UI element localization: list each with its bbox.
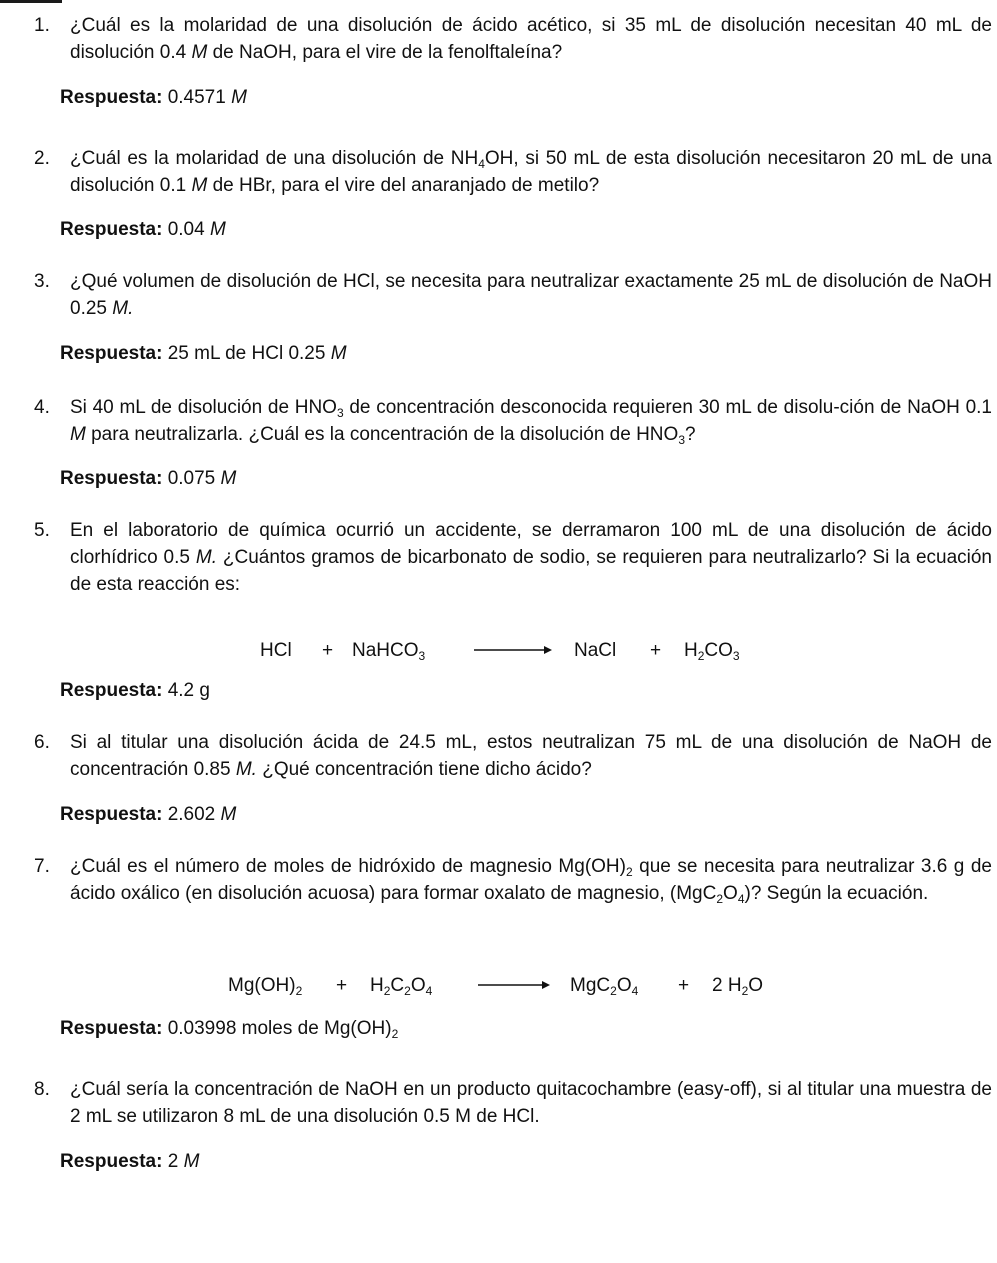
question-2	[34, 145, 992, 199]
question-number: 5.	[34, 520, 50, 541]
question-text: En el laboratorio de química ocurrió un accidente, se derramaron 100 mL de una disolución de ácido clorhídrico 0.5 M. ¿Cuántos gramos de bicarbonato de sodio, se requieren para neutralizarlo? Si la ecuación de esta reacción es:	[70, 520, 992, 595]
question-text: ¿Cuál es el número de moles de hidróxido de magnesio $Mg(OH)_2$ que se necesita para neutralizar 3.6 g de ácido oxálico (en disolución acuosa) para formar oxalato de magnesio, $(MgC_2O_4)$? Según la ecuación.	[70, 856, 992, 906]
question-text: ¿Cuál es la molaridad de una disolución de $NH_4OH$, si 50 mL de esta disolución necesitaron 20 mL de una disolución 0.1 M de HBr, para el vire del anaranjado de metilo?	[70, 148, 992, 196]
question-number: 8.	[34, 1079, 50, 1100]
reaction-arrow-icon	[474, 644, 574, 656]
answer-2: Respuesta: 0.04 M	[60, 219, 226, 240]
question-number: 3.	[34, 271, 50, 292]
question-3	[34, 268, 992, 322]
question-number: 4.	[34, 397, 50, 418]
question-7	[34, 853, 992, 907]
answer-7: Respuesta: 0.03998 moles de $Mg(OH)_2$	[60, 1018, 399, 1041]
question-4	[34, 394, 992, 448]
top-rule	[0, 0, 62, 3]
answer-6: Respuesta: 2.602 M	[60, 804, 237, 825]
equation-5: HCl + NaHCO$_3$ NaCl + $H_2CO_3$	[260, 640, 740, 663]
question-1	[34, 12, 992, 66]
answer-5: Respuesta: 4.2 g	[60, 680, 210, 701]
question-text: Si al titular una disolución ácida de 24.5 mL, estos neutralizan 75 mL de una disolución de NaOH de concentración 0.85 M. ¿Qué concentración tiene dicho ácido?	[70, 732, 992, 780]
question-text: ¿Cuál es la molaridad de una disolución de ácido acético, si 35 mL de disolución necesitan 40 mL de disolución 0.4 M de NaOH, para el vire de la fenolftaleína?	[70, 15, 992, 63]
question-number: 6.	[34, 732, 50, 753]
reaction-arrow-icon	[478, 979, 570, 991]
question-text: ¿Qué volumen de disolución de HCl, se necesita para neutralizar exactamente 25 mL de disolución de NaOH 0.25 M.	[70, 271, 992, 319]
question-text: ¿Cuál sería la concentración de NaOH en un producto quitacochambre (easy-off), si al titular una muestra de 2 mL se utilizaron 8 mL de una disolución 0.5 M de HCl.	[70, 1079, 992, 1127]
answer-1: Respuesta: 0.4571 M	[60, 87, 247, 108]
answer-4: Respuesta: 0.075 M	[60, 468, 237, 489]
question-8	[34, 1076, 992, 1130]
question-number: 1.	[34, 15, 50, 36]
answer-8: Respuesta: 2 M	[60, 1151, 200, 1172]
question-6	[34, 729, 992, 783]
question-5	[34, 517, 992, 598]
answer-3: Respuesta: 25 mL de HCl 0.25 M	[60, 343, 347, 364]
question-text: Si 40 mL de disolución de $HNO_3$ de concentración desconocida requieren 30 mL de disolu-ción de NaOH 0.1 M para neutralizarla. ¿Cuál es la concentración de la disolución de $HNO_3$?	[70, 397, 992, 447]
question-number: 7.	[34, 856, 50, 877]
equation-7: $Mg(OH)_2 + H_2C_2O_4$ $MgC_2O_4 + 2$ $H_2O$	[228, 975, 764, 998]
question-number: 2.	[34, 148, 50, 169]
